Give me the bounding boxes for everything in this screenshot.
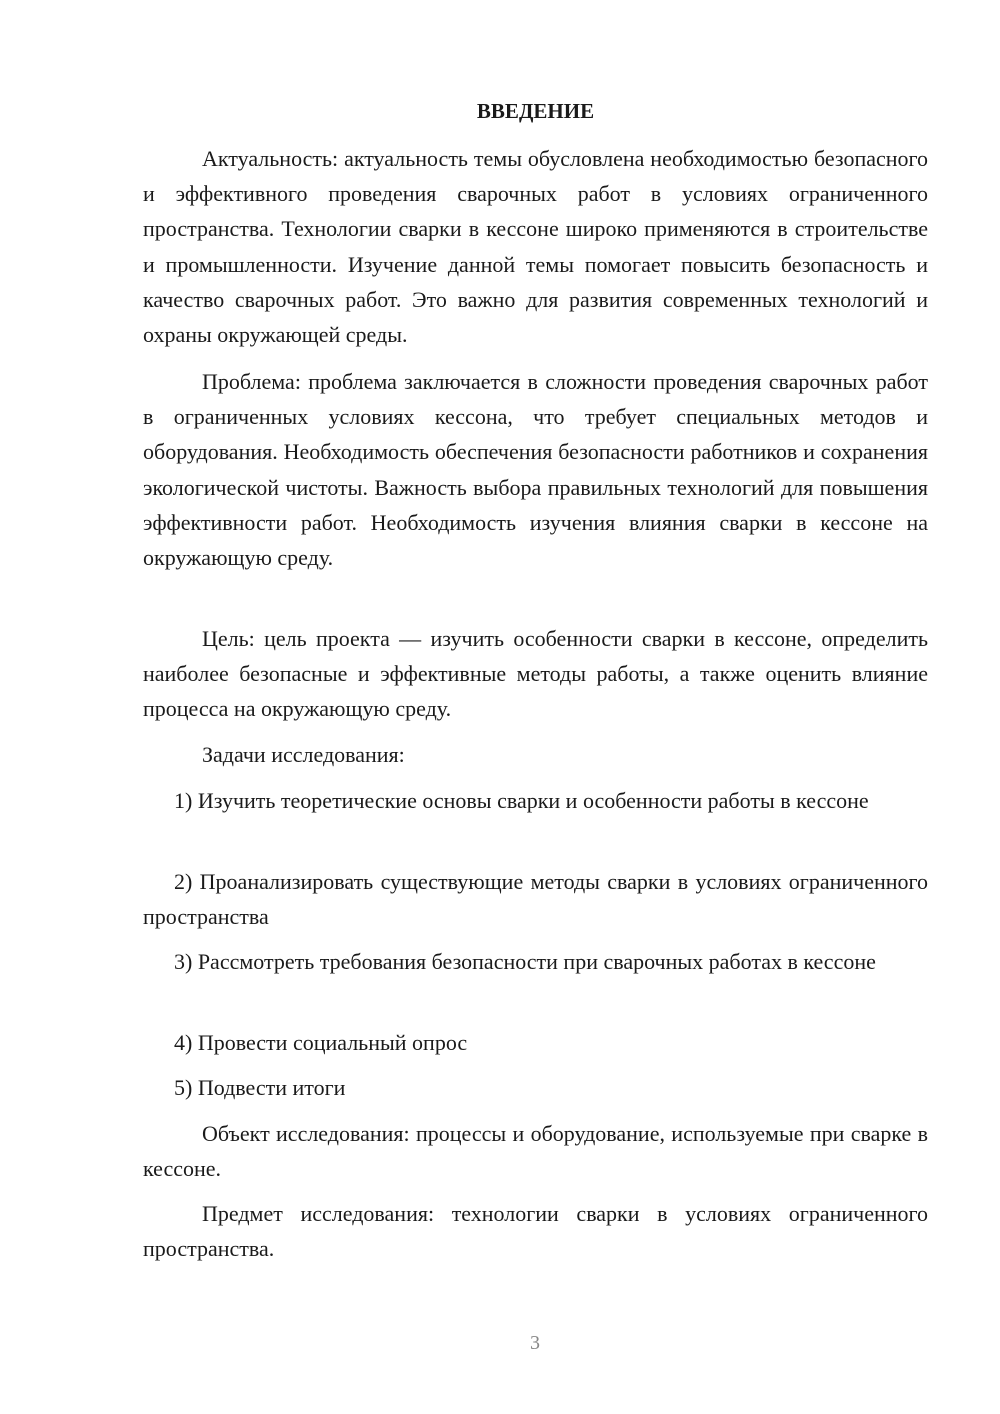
- section-heading: ВВЕДЕНИЕ: [476, 99, 595, 123]
- paragraph-goal: Цель: цель проекта — изучить особенности сварки в кессоне, определить наиболее безопасные и эффективные методы работы, а также оценить влияние процесса на окружающую среду.: [143, 626, 928, 722]
- list-item-task-1: 1) Изучить теоретические основы сварки и особенности работы в кессоне: [174, 788, 869, 813]
- list-item-task-4: 4) Провести социальный опрос: [174, 1030, 468, 1055]
- list-item-task-3: 3) Рассмотреть требования безопасности при сварочных работах в кессоне: [174, 949, 876, 974]
- list-item-task-5: 5) Подвести итоги: [174, 1075, 346, 1100]
- paragraph-relevance: Актуальность: актуальность темы обусловлена необходимостью безопасного и эффективного проведения сварочных работ в условиях ограниченного пространства. Технологии сварки в кессоне широко применяются в строительстве и промышленности. Изучение данной темы помогает повысить безопасность и качество сварочных работ. Это важно для развития современных технологий и охраны окружающей среды.: [143, 146, 928, 348]
- tasks-intro: Задачи исследования:: [202, 742, 405, 767]
- paragraph-object: Объект исследования: процессы и оборудование, используемые при сварке в кессоне.: [143, 1121, 928, 1182]
- page-number: 3: [530, 1332, 540, 1354]
- paragraph-problem: Проблема: проблема заключается в сложности проведения сварочных работ в ограниченных условиях кессона, что требует специальных методов и оборудования. Необходимость обеспечения безопасности работников и сохранения экологической чистоты. Важность выбора правильных технологий для повышения эффективности работ. Необходимость изучения влияния сварки в кессоне на окружающую среду.: [143, 369, 928, 571]
- paragraph-subject: Предмет исследования: технологии сварки в условиях ограниченного пространства.: [143, 1201, 928, 1262]
- list-item-task-2: 2) Проанализировать существующие методы сварки в условиях ограниченного пространства: [143, 869, 928, 930]
